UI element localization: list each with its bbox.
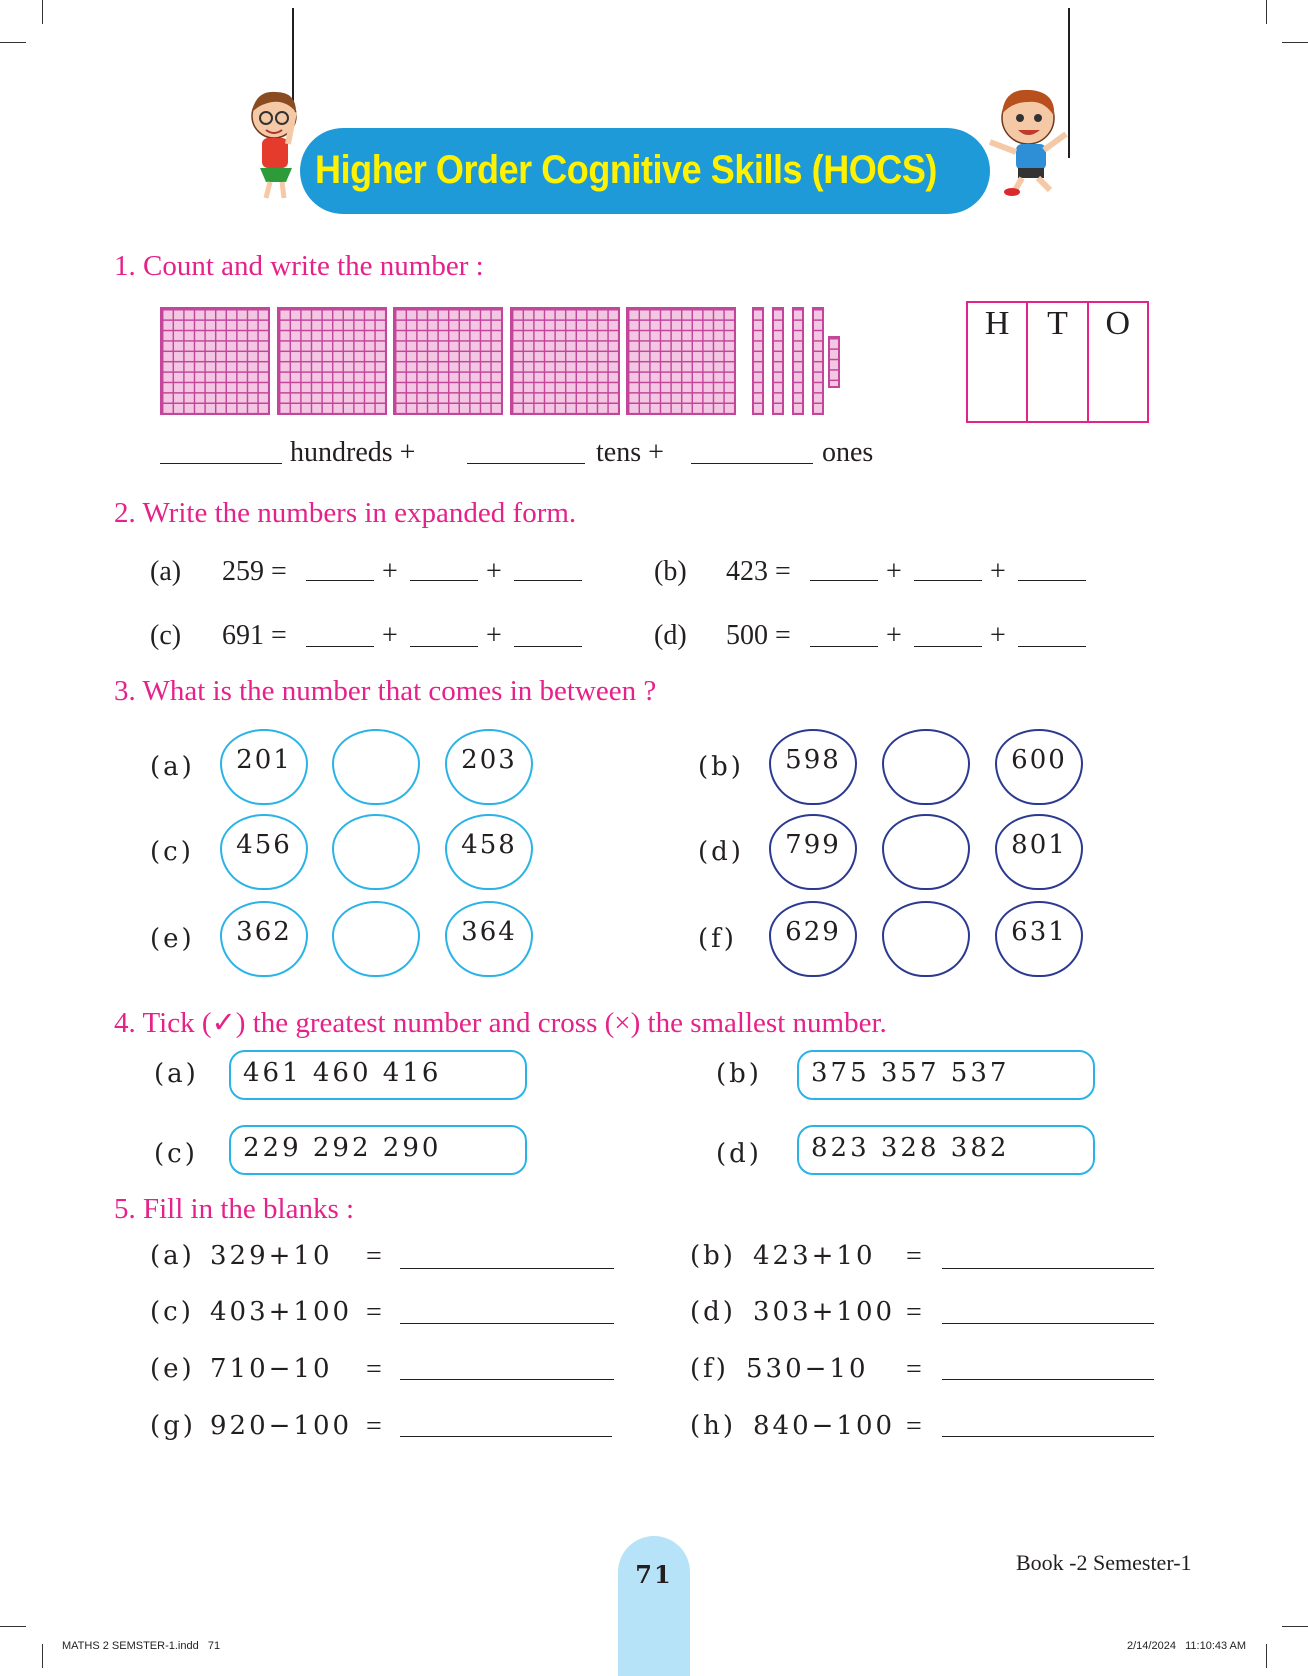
crop-mark — [1266, 0, 1267, 24]
crop-mark — [42, 1644, 43, 1668]
crop-mark — [0, 42, 26, 43]
plus-sign: + — [486, 556, 502, 587]
label-ones: ones — [822, 437, 874, 468]
answer-blank[interactable] — [410, 580, 478, 581]
answer-blank[interactable] — [514, 646, 582, 647]
question-3-title: 3. What is the number that comes in between ? — [114, 675, 657, 707]
hundred-block — [160, 307, 270, 415]
answer-blank-hundreds[interactable] — [160, 463, 282, 464]
plus-sign: + — [886, 556, 902, 587]
number-oval: 598 — [769, 729, 857, 805]
number-set-box[interactable]: 823 328 382 — [797, 1125, 1095, 1175]
plus-sign: + — [382, 556, 398, 587]
label-tens: tens + — [596, 437, 664, 468]
q2-item-label: (d) — [654, 620, 687, 651]
hundred-block — [393, 307, 503, 415]
q5-item-label: (b) — [690, 1241, 736, 1271]
q5-item-label: (c) — [150, 1297, 194, 1327]
ten-rod — [812, 307, 824, 415]
q2-item-expr: 423 = — [726, 556, 791, 587]
q2-item-expr: 500 = — [726, 620, 791, 651]
crop-mark — [1282, 42, 1308, 43]
number-oval: 201 — [220, 729, 308, 805]
q2-item-label: (b) — [654, 556, 687, 587]
equals-sign: = — [906, 1354, 922, 1385]
answer-blank[interactable] — [400, 1436, 612, 1437]
answer-oval[interactable] — [332, 814, 420, 890]
number-oval: 801 — [995, 814, 1083, 890]
q2-item-expr: 691 = — [222, 620, 287, 651]
q2-item-expr: 259 = — [222, 556, 287, 587]
one-cube-stack — [828, 336, 840, 388]
q5-item-label: (g) — [150, 1411, 196, 1441]
q5-item-expr: 710−10 — [210, 1354, 333, 1384]
answer-blank[interactable] — [514, 580, 582, 581]
q5-item-label: (d) — [690, 1297, 736, 1327]
page-number: 71 — [635, 1560, 673, 1589]
number-oval: 364 — [445, 901, 533, 977]
question-1-title: 1. Count and write the number : — [114, 250, 484, 282]
equals-sign: = — [366, 1354, 382, 1385]
answer-blank[interactable] — [942, 1436, 1154, 1437]
answer-blank-tens[interactable] — [467, 463, 585, 464]
number-oval: 629 — [769, 901, 857, 977]
q3-item-label: (e) — [150, 924, 195, 954]
equals-sign: = — [906, 1411, 922, 1442]
ten-rod — [772, 307, 784, 415]
book-label: Book -2 Semester-1 — [1016, 1550, 1192, 1575]
q4-item-label: (d) — [716, 1139, 762, 1169]
answer-blank[interactable] — [942, 1268, 1154, 1269]
answer-blank[interactable] — [306, 646, 374, 647]
answer-oval[interactable] — [882, 901, 970, 977]
ten-rod — [752, 307, 764, 415]
q3-item-label: (b) — [698, 752, 744, 782]
q5-item-expr: 329+10 — [210, 1241, 333, 1271]
question-2-title: 2. Write the numbers in expanded form. — [114, 497, 577, 529]
number-set-box[interactable]: 375 357 537 — [797, 1050, 1095, 1100]
plus-sign: + — [382, 620, 398, 651]
q5-item-expr: 403+100 — [210, 1297, 353, 1327]
hto-header-ones: O — [1105, 305, 1131, 342]
equals-sign: = — [906, 1297, 922, 1328]
answer-blank[interactable] — [942, 1379, 1154, 1380]
q5-item-expr: 423+10 — [753, 1241, 876, 1271]
q5-item-label: (e) — [150, 1354, 195, 1384]
q5-item-label: (a) — [150, 1241, 195, 1271]
number-oval: 362 — [220, 901, 308, 977]
answer-blank[interactable] — [914, 580, 982, 581]
number-oval: 600 — [995, 729, 1083, 805]
crop-mark — [42, 0, 43, 24]
number-oval: 631 — [995, 901, 1083, 977]
hto-header-hundreds: H — [968, 303, 1028, 421]
answer-blank[interactable] — [942, 1323, 1154, 1324]
q5-item-label: (h) — [690, 1411, 737, 1441]
q2-item-label: (c) — [150, 620, 182, 651]
answer-blank[interactable] — [400, 1379, 614, 1380]
answer-blank[interactable] — [306, 580, 374, 581]
file-name: MATHS 2 SEMSTER-1.indd 71 — [62, 1640, 221, 1652]
equals-sign: = — [366, 1297, 382, 1328]
equals-sign: = — [906, 1241, 922, 1272]
q2-item-label: (a) — [150, 556, 182, 587]
q3-item-label: (a) — [150, 752, 195, 782]
answer-blank[interactable] — [400, 1268, 614, 1269]
hundred-block — [510, 307, 620, 415]
q5-item-expr: 530−10 — [746, 1354, 869, 1384]
q3-item-label: (f) — [698, 924, 737, 954]
plus-sign: + — [486, 620, 502, 651]
q4-item-label: (a) — [154, 1059, 199, 1089]
number-set-box[interactable]: 229 292 290 — [229, 1125, 527, 1175]
answer-blank[interactable] — [1018, 580, 1086, 581]
hundred-block — [277, 307, 387, 415]
number-oval: 203 — [445, 729, 533, 805]
hto-header-tens: T — [1028, 303, 1088, 421]
hundred-block — [626, 307, 736, 415]
equals-sign: = — [366, 1411, 382, 1442]
number-oval: 456 — [220, 814, 308, 890]
hto-place-value-box — [966, 301, 1149, 423]
q4-item-label: (b) — [716, 1059, 762, 1089]
q4-item-label: (c) — [154, 1139, 198, 1169]
plus-sign: + — [990, 620, 1006, 651]
answer-blank[interactable] — [914, 646, 982, 647]
crop-mark — [0, 1626, 26, 1627]
q3-item-label: (d) — [698, 837, 744, 867]
crop-mark — [1266, 1644, 1267, 1668]
page-title: Higher Order Cognitive Skills (HOCS) — [315, 147, 937, 192]
answer-oval[interactable] — [882, 814, 970, 890]
crop-mark — [1282, 1626, 1308, 1627]
answer-blank[interactable] — [810, 646, 878, 647]
answer-blank[interactable] — [1018, 646, 1086, 647]
q5-item-expr: 920−100 — [210, 1411, 353, 1441]
answer-blank-ones[interactable] — [691, 463, 813, 464]
question-4-title: 4. Tick (✓) the greatest number and cross (×) the smallest number. — [114, 1007, 887, 1039]
question-5-title: 5. Fill in the blanks : — [114, 1193, 355, 1225]
boy-illustration-icon — [980, 82, 1090, 197]
ten-rod — [792, 307, 804, 415]
number-set-box[interactable]: 461 460 416 — [229, 1050, 527, 1100]
answer-oval[interactable] — [332, 729, 420, 805]
equals-sign: = — [366, 1241, 382, 1272]
number-oval: 799 — [769, 814, 857, 890]
answer-oval[interactable] — [332, 901, 420, 977]
q5-item-expr: 303+100 — [753, 1297, 896, 1327]
plus-sign: + — [886, 620, 902, 651]
page-number-tab — [618, 1536, 690, 1676]
answer-blank[interactable] — [810, 580, 878, 581]
print-timestamp: 2/14/2024 11:10:43 AM — [1127, 1640, 1247, 1652]
number-oval: 458 — [445, 814, 533, 890]
q3-item-label: (c) — [150, 837, 194, 867]
answer-oval[interactable] — [882, 729, 970, 805]
answer-blank[interactable] — [400, 1323, 614, 1324]
answer-blank[interactable] — [410, 646, 478, 647]
q5-item-expr: 840−100 — [753, 1411, 896, 1441]
label-hundreds: hundreds + — [290, 437, 416, 468]
q5-item-label: (f) — [690, 1354, 729, 1384]
plus-sign: + — [990, 556, 1006, 587]
